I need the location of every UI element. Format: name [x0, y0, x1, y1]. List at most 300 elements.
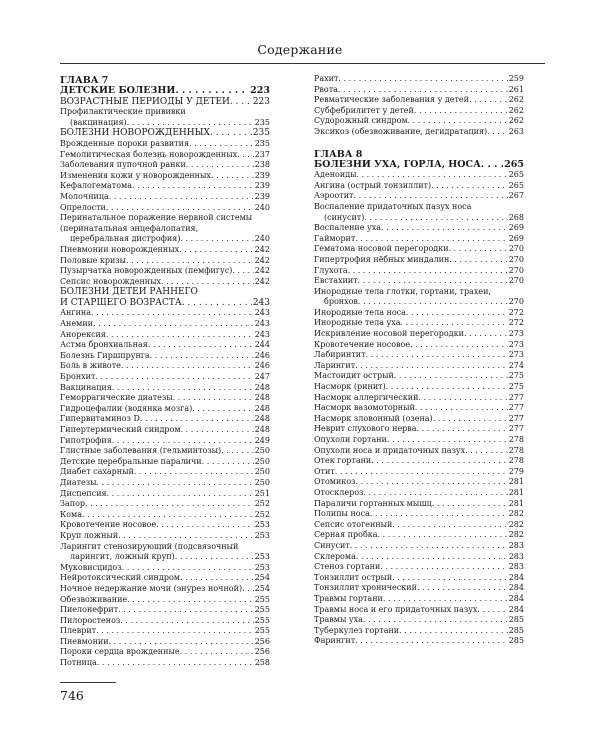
dot-leader: [189, 139, 254, 150]
toc-entry-title: Пневмонии: [60, 636, 109, 646]
toc-entry-title: Муковисцидоз: [60, 562, 122, 572]
toc-entry-title: Анемии: [60, 319, 94, 329]
dot-leader: [477, 605, 507, 616]
dot-leader: [82, 510, 254, 521]
toc-entry-title: Стеноз гортани: [314, 562, 381, 572]
toc-entry: [314, 488, 524, 499]
toc-page-number: 270: [508, 244, 524, 254]
toc-entry-title: Травмы гортани: [314, 593, 383, 603]
toc-entry-title: Запор: [60, 499, 86, 509]
toc-entry-title: Туберкулез гортани: [314, 625, 400, 635]
toc-entry-title: И СТАРШЕГО ВОЗРАСТА: [60, 297, 182, 308]
dot-leader: [381, 223, 508, 234]
toc-page-number: 254: [254, 583, 270, 593]
toc-entry-title: ДЕТСКИЕ БОЛЕЗНИ: [60, 86, 176, 96]
dot-leader: [179, 245, 254, 256]
toc-entry-title: Перинатальное поражение нервной системы: [60, 213, 253, 223]
toc-entry: [314, 509, 524, 520]
toc-page-number: 262: [508, 105, 524, 115]
dot-leader: [180, 573, 254, 584]
toc-entry-title: БОЛЕЗНИ УХА, ГОРЛА, НОСА: [314, 159, 481, 170]
toc-page-number: 242: [254, 244, 270, 254]
toc-entry-title: Круп ложный: [60, 530, 119, 540]
toc-entry: [60, 510, 270, 521]
dot-leader: [97, 478, 254, 489]
toc-page-number: 244: [254, 340, 270, 350]
toc-page-number: 277: [508, 424, 524, 434]
dot-leader: [353, 191, 507, 202]
dot-leader: [156, 520, 254, 531]
dot-leader: [93, 319, 254, 330]
toc-page-number: 243: [254, 308, 270, 318]
toc-page-number: 277: [508, 403, 524, 413]
page-header-title: Содержание: [257, 42, 343, 57]
footer-rule: [60, 682, 116, 683]
dot-leader: [221, 446, 254, 457]
toc-entry-title: Субфебрилитет у детей: [314, 105, 414, 115]
toc-page-number: 247: [254, 372, 270, 382]
toc-page-number: 253: [254, 552, 270, 562]
toc-page-number: 254: [254, 573, 270, 583]
chapter-title: [60, 86, 270, 97]
chapter-label: [60, 75, 270, 86]
dot-leader: [211, 171, 254, 182]
toc-entry-title: Глухота: [314, 265, 348, 275]
toc-entry: [60, 351, 270, 362]
toc-entry-title: Нейротоксический синдром: [60, 573, 180, 583]
toc-page-number: 282: [508, 519, 524, 529]
toc-page-number: 284: [508, 593, 524, 603]
toc-entry-title: Воспаление уха: [314, 223, 382, 233]
dot-leader: [392, 573, 508, 584]
toc-entry: [314, 520, 524, 531]
toc-page-number: 223: [252, 96, 270, 107]
toc-page-number: 223: [250, 86, 270, 96]
toc-entry: [314, 318, 524, 329]
toc-entry: [60, 637, 270, 648]
toc-page-number: 239: [254, 191, 270, 201]
toc-entry-title: Ангина (острый тонзиллит): [314, 180, 432, 190]
toc-entry-title: Инородные тела уха: [314, 318, 401, 328]
toc-entry: [60, 139, 270, 150]
toc-page-number: 248: [254, 382, 270, 392]
toc-entry: [60, 584, 270, 595]
toc-page-number: 277: [508, 413, 524, 423]
toc-page-number: 273: [508, 350, 524, 360]
toc-entry: [60, 340, 270, 351]
toc-entry: [314, 181, 524, 192]
toc-entry: [314, 85, 524, 96]
toc-entry: [314, 573, 524, 584]
dot-leader: [469, 95, 508, 106]
toc-entry: [314, 127, 524, 138]
toc-entry-title: Пневмонии новорожденных: [60, 244, 180, 254]
toc-page-number: 240: [254, 234, 270, 244]
toc-page-number: 250: [254, 446, 270, 456]
dot-leader: [180, 234, 253, 245]
dot-leader: [415, 403, 508, 414]
toc-entry: [60, 446, 270, 457]
dot-leader: [232, 266, 253, 277]
toc-column-right: [314, 74, 524, 647]
toc-entry: [60, 542, 270, 553]
toc-page-number: 242: [254, 255, 270, 265]
dot-leader: [387, 435, 508, 446]
toc-entry: [314, 287, 524, 298]
toc-page-number: 269: [508, 223, 524, 233]
toc-entry: [60, 234, 270, 245]
toc-entry: [60, 160, 270, 171]
toc-entry-title: Диатезы: [60, 477, 97, 487]
toc-page-number: 253: [254, 562, 270, 572]
toc-entry-title: Аэроотит: [314, 191, 354, 201]
dot-leader: [96, 626, 254, 637]
toc-entry-title: Неврит слухового нерва: [314, 424, 417, 434]
toc-entry: [314, 350, 524, 361]
toc-entry: [314, 297, 524, 308]
toc-page-number: 285: [508, 615, 524, 625]
toc-page-number: 283: [508, 540, 524, 550]
dot-leader: [358, 297, 508, 308]
toc-entry-title: Детские церебральные параличи: [60, 456, 202, 466]
toc-entry: [60, 372, 270, 383]
toc-page-number: 270: [508, 276, 524, 286]
toc-entry-title: Половые кризы: [60, 255, 127, 265]
dot-leader: [106, 203, 254, 214]
dot-leader: [107, 489, 254, 500]
toc-page-number: 275: [508, 382, 524, 392]
toc-page-number: 255: [254, 594, 270, 604]
toc-entry-title: Отосклероз: [314, 487, 364, 497]
toc-entry: [60, 414, 270, 425]
toc-page-number: 270: [508, 265, 524, 275]
toc-entry: [314, 636, 524, 647]
dot-leader: [431, 181, 508, 192]
toc-entry-title: ларингит, ложный круп): [70, 552, 175, 562]
toc-entry-title: Искривление носовой перегородки: [314, 329, 464, 339]
dot-leader: [410, 340, 508, 351]
toc-entry: [60, 467, 270, 478]
toc-entry-title: Фарингит: [314, 636, 356, 646]
toc-entry-title: Кровотечение носовое: [314, 339, 411, 349]
toc-page-number: 253: [254, 530, 270, 540]
toc-entry-title: Ларингит стенозирующий (подсвязочный: [60, 541, 239, 551]
toc-page-number: 284: [508, 583, 524, 593]
toc-entry: [60, 563, 270, 574]
toc-page-number: 278: [508, 445, 524, 455]
section-gap: [314, 138, 524, 148]
toc-page-number: 251: [254, 488, 270, 498]
toc-entry: [60, 224, 270, 235]
toc-entry: [60, 277, 270, 288]
toc-entry-title: Отит: [314, 466, 335, 476]
toc-page-number: 270: [508, 254, 524, 264]
toc-entry: [60, 404, 270, 415]
toc-entry-title: Насморк аллергический: [314, 392, 419, 402]
dot-leader: [95, 372, 253, 383]
dot-leader: [127, 118, 254, 129]
dot-leader: [109, 192, 254, 203]
toc-page-number: 272: [508, 307, 524, 317]
toc-entry-title: Диспепсия: [60, 488, 107, 498]
toc-page-number: 265: [508, 170, 524, 180]
dot-leader: [122, 563, 254, 574]
toc-entry: [314, 435, 524, 446]
toc-entry-title: Отек гортани: [314, 456, 372, 466]
toc-entry: [60, 489, 270, 500]
toc-entry: [314, 244, 524, 255]
section-heading: [60, 287, 270, 298]
dot-leader: [237, 150, 254, 161]
toc-entry: [314, 467, 524, 478]
toc-entry: [60, 616, 270, 627]
dot-leader: [358, 276, 508, 287]
toc-page-number: 242: [254, 266, 270, 276]
toc-entry-title: Глистные заболевания (гельминтозы): [60, 446, 222, 456]
toc-entry-title: Опрелости: [60, 202, 106, 212]
toc-page-number: 283: [508, 562, 524, 572]
chapter-label: [314, 149, 524, 160]
toc-entry: [314, 106, 524, 117]
toc-page-number: 255: [254, 615, 270, 625]
toc-entry-title: Лабиринтит: [314, 350, 366, 360]
dot-leader: [348, 266, 508, 277]
dot-leader: [175, 552, 254, 563]
dot-leader: [132, 181, 254, 192]
toc-entry: [60, 361, 270, 372]
toc-entry: [314, 234, 524, 245]
dot-leader: [127, 595, 254, 606]
toc-entry: [60, 181, 270, 192]
toc-entry: [60, 552, 270, 563]
toc-page-number: 270: [508, 297, 524, 307]
dot-leader: [134, 467, 254, 478]
toc-page-number: 250: [254, 477, 270, 487]
toc-page-number: 275: [508, 371, 524, 381]
toc-entry-title: Бронхит: [60, 372, 96, 382]
toc-entry: [314, 223, 524, 234]
page-number: 746: [60, 688, 84, 703]
toc-entry: [60, 499, 270, 510]
dot-leader: [366, 350, 508, 361]
toc-entry: [314, 605, 524, 616]
toc-entry-title: Ларингит: [314, 360, 356, 370]
toc-entry: [314, 446, 524, 457]
toc-entry: [60, 330, 270, 341]
toc-entry: [60, 626, 270, 637]
dot-leader: [364, 213, 507, 224]
toc-page-number: 239: [254, 181, 270, 191]
toc-page-number: 273: [508, 339, 524, 349]
toc-entry-title: Мастоидит острый: [314, 371, 394, 381]
toc-entry: [60, 150, 270, 161]
dot-leader: [370, 509, 508, 520]
toc-entry-title: церебральная дистрофия): [70, 234, 181, 244]
toc-page-number: 262: [508, 95, 524, 105]
toc-entry-title: Гипервитаминоз D: [60, 414, 140, 424]
toc-entry-title: Пороки сердца врожденные: [60, 647, 180, 657]
toc-page-number: 262: [508, 116, 524, 126]
toc-entry: [314, 170, 524, 181]
toc-page-number: 279: [508, 466, 524, 476]
dot-leader: [106, 330, 254, 341]
toc-page-number: 242: [254, 276, 270, 286]
toc-entry: [60, 605, 270, 616]
toc-page-number: 243: [254, 319, 270, 329]
toc-entry-title: Рахит: [314, 74, 339, 83]
dot-leader: [433, 414, 508, 425]
toc-entry-title: Молочница: [60, 191, 109, 201]
toc-page-number: 235: [254, 117, 270, 127]
toc-page-number: 284: [508, 604, 524, 614]
toc-page-number: 240: [254, 202, 270, 212]
section-heading: [60, 298, 270, 309]
dot-leader: [356, 552, 508, 563]
toc-entry: [60, 436, 270, 447]
dot-leader: [406, 308, 508, 319]
toc-page-number: 261: [508, 84, 524, 94]
toc-entry-title: Тонзиллит острый: [314, 572, 393, 582]
toc-entry-title: Эксикоз (обезвоживание, дегидратация): [314, 126, 488, 136]
toc-entry-title: Астма бронхиальная: [60, 340, 148, 350]
dot-leader: [186, 160, 254, 171]
toc-page-number: 238: [254, 160, 270, 170]
toc-page-number: 256: [254, 636, 270, 646]
dot-leader: [175, 86, 249, 97]
dot-leader: [380, 562, 507, 573]
toc-page-number: 259: [508, 74, 524, 83]
toc-entry-title: бронхов: [324, 297, 358, 307]
toc-entry-title: ГЛАВА 7: [60, 75, 109, 86]
dot-leader: [386, 382, 508, 393]
toc-page-number: 281: [508, 487, 524, 497]
toc-page-number: 281: [508, 477, 524, 487]
toc-entry-title: Изменения кожи у новорожденных: [60, 170, 211, 180]
toc-entry: [314, 615, 524, 626]
toc-entry: [314, 456, 524, 467]
toc-page-number: 252: [254, 499, 270, 509]
toc-entry-title: Судорожный синдром: [314, 116, 408, 126]
toc-entry: [314, 424, 524, 435]
toc-entry-title: Боль в животе: [60, 361, 121, 371]
toc-entry: [314, 541, 524, 552]
toc-entry-title: Воспаление придаточных пазух носа: [314, 201, 472, 211]
toc-entry: [60, 107, 270, 118]
dot-leader: [202, 457, 254, 468]
toc-entry: [60, 319, 270, 330]
toc-page-number: 249: [254, 435, 270, 445]
toc-entry: [314, 403, 524, 414]
toc-entry-title: Плеврит: [60, 626, 97, 636]
toc-page-number: 250: [254, 467, 270, 477]
dot-leader: [126, 256, 254, 267]
toc-entry: [60, 171, 270, 182]
toc-entry-title: Насморк зловонный (озена): [314, 413, 433, 423]
dot-leader: [121, 361, 254, 372]
dot-leader: [449, 255, 507, 266]
dot-leader: [118, 531, 254, 542]
toc-entry: [314, 276, 524, 287]
dot-leader: [148, 340, 254, 351]
section-heading: [60, 97, 270, 108]
dot-leader: [392, 520, 507, 531]
dot-leader: [173, 393, 254, 404]
header-rule: [60, 63, 545, 64]
toc-page-number: 282: [508, 530, 524, 540]
toc-entry: [314, 213, 524, 224]
toc-entry: [314, 552, 524, 563]
toc-page-number: 250: [254, 456, 270, 466]
toc-page-number: 273: [508, 329, 524, 339]
toc-entry-title: Гипертермический синдром: [60, 425, 181, 434]
dot-leader: [487, 127, 508, 138]
toc-entry-title: Аденоиды: [314, 170, 357, 180]
toc-entry-title: Анорексия: [60, 329, 106, 339]
toc-entry: [60, 192, 270, 203]
toc-entry-title: Ревматические заболевания у детей: [314, 95, 469, 105]
section-heading: [60, 128, 270, 139]
toc-entry: [314, 266, 524, 277]
toc-entry-title: Вакцинация: [60, 382, 112, 392]
dot-leader: [150, 351, 254, 362]
toc-entry: [314, 371, 524, 382]
toc-entry-title: Гидроцефалии (водянка мозга): [60, 403, 193, 413]
toc-page-number: 265: [504, 159, 524, 170]
toc-entry: [314, 499, 524, 510]
toc-entry: [314, 329, 524, 340]
toc-entry-title: ВОЗРАСТНЫЕ ПЕРИОДЫ У ДЕТЕЙ: [60, 96, 230, 107]
toc-page-number: 239: [254, 170, 270, 180]
toc-page-number: 268: [508, 212, 524, 222]
toc-entry: [60, 520, 270, 531]
toc-entry-title: Травмы носа и его придаточных пазух: [314, 604, 478, 614]
toc-entry: [60, 478, 270, 489]
toc-page-number: 284: [508, 572, 524, 582]
toc-page-number: 282: [508, 509, 524, 519]
dot-leader: [210, 128, 252, 139]
toc-entry-title: Заболевания пупочной ранки: [60, 160, 186, 170]
toc-page-number: 246: [254, 350, 270, 360]
dot-leader: [383, 594, 508, 605]
toc-entry: [314, 74, 524, 85]
toc-entry-title: (синусит): [324, 212, 365, 222]
toc-entry: [60, 393, 270, 404]
dot-leader: [85, 499, 254, 510]
toc-entry-title: Гипотрофия: [60, 435, 112, 445]
toc-entry-title: Травмы уха: [314, 615, 363, 625]
toc-entry-title: Пиелонефрит: [60, 605, 119, 615]
toc-entry-title: Ангина: [60, 308, 92, 318]
toc-entry: [314, 382, 524, 393]
toc-entry-title: Серная пробка: [314, 530, 378, 540]
toc-entry-title: Инородные тела носа: [314, 307, 406, 317]
toc-entry-title: Синусит: [314, 540, 350, 550]
toc-page-number: 267: [508, 191, 524, 201]
toc-entry-title: БОЛЕЗНИ НОВОРОЖДЕННЫХ: [60, 128, 210, 139]
dot-leader: [408, 116, 508, 127]
toc-entry-title: Обезвоживание: [60, 594, 128, 604]
toc-page-number: 265: [508, 180, 524, 190]
toc-entry-title: Отомикоз: [314, 477, 356, 487]
toc-entry: [60, 647, 270, 658]
toc-entry-title: Болезнь Гиршпрунга: [60, 350, 150, 360]
toc-entry: [60, 383, 270, 394]
toc-page-number: 252: [254, 509, 270, 519]
dot-leader: [112, 383, 254, 394]
toc-entry-title: Параличи гортанных мышц: [314, 498, 432, 508]
toc-page-number: 278: [508, 456, 524, 466]
toc-page-number: 255: [254, 605, 270, 615]
